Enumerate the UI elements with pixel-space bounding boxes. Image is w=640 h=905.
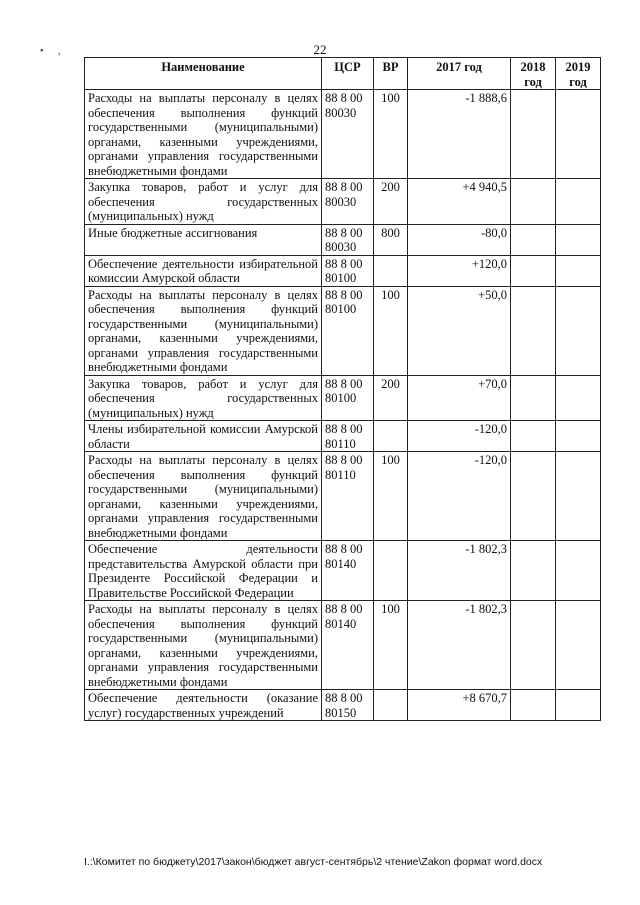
cell-csr: 88 8 00 80140 (322, 541, 374, 601)
table-row (85, 452, 601, 541)
page-number: 22 (313, 42, 327, 57)
cell-y2018 (511, 690, 556, 721)
cell-y2019 (556, 375, 601, 421)
cell-y2019 (556, 255, 601, 286)
cell-y2019 (556, 452, 601, 541)
cell-y2017: -80,0 (408, 224, 511, 255)
cell-y2017: -1 802,3 (408, 601, 511, 690)
cell-y2018 (511, 286, 556, 375)
cell-csr: 88 8 00 80030 (322, 179, 374, 225)
cell-y2019 (556, 224, 601, 255)
cell-y2018 (511, 452, 556, 541)
cell-y2017: +70,0 (408, 375, 511, 421)
table-row (85, 255, 601, 286)
file-path-footer: I.:\Комитет по бюджету\2017\закон\бюджет август-сентябрь\2 чтение\Zakon формат word.docx (84, 856, 543, 868)
table-header-row (85, 58, 601, 90)
cell-y2019 (556, 421, 601, 452)
cell-vr: 100 (374, 90, 408, 179)
cell-vr: 200 (374, 179, 408, 225)
table-body (85, 90, 601, 721)
cell-y2018 (511, 255, 556, 286)
cell-y2017: +8 670,7 (408, 690, 511, 721)
cell-vr: 800 (374, 224, 408, 255)
cell-name: Обеспечение деятельности избирательной комиссии Амурской области (85, 255, 322, 286)
cell-y2018 (511, 375, 556, 421)
table-row (85, 375, 601, 421)
cell-csr: 88 8 00 80030 (322, 224, 374, 255)
header-name: Наименование (85, 58, 322, 90)
budget-table (84, 57, 601, 721)
table-row (85, 690, 601, 721)
cell-csr: 88 8 00 80100 (322, 375, 374, 421)
table-row (85, 286, 601, 375)
cell-csr: 88 8 00 80140 (322, 601, 374, 690)
cell-y2018 (511, 90, 556, 179)
cell-csr: 88 8 00 80030 (322, 90, 374, 179)
cell-csr: 88 8 00 80150 (322, 690, 374, 721)
cell-y2019 (556, 541, 601, 601)
header-2017: 2017 год (408, 58, 511, 90)
table-row (85, 90, 601, 179)
cell-y2019 (556, 179, 601, 225)
cell-name: Иные бюджетные ассигнования (85, 224, 322, 255)
table-row (85, 541, 601, 601)
table-row (85, 421, 601, 452)
cell-y2017: -1 888,6 (408, 90, 511, 179)
cell-vr: 100 (374, 601, 408, 690)
cell-csr: 88 8 00 80100 (322, 255, 374, 286)
cell-csr: 88 8 00 80110 (322, 421, 374, 452)
header-2018: 2018 год (511, 58, 556, 90)
cell-vr: 200 (374, 375, 408, 421)
cell-name: Расходы на выплаты персоналу в целях обеспечения выполнения функций государственными (муниципальными) органами, казенными учреждениями, органами управления государственными внебюджетными фондами (85, 452, 322, 541)
cell-csr: 88 8 00 80100 (322, 286, 374, 375)
cell-name: Обеспечение деятельности (оказание услуг) государственных учреждений (85, 690, 322, 721)
cell-vr: 100 (374, 452, 408, 541)
cell-name: Члены избирательной комиссии Амурской области (85, 421, 322, 452)
cell-y2018 (511, 224, 556, 255)
cell-name: Расходы на выплаты персоналу в целях обеспечения выполнения функций государственными (муниципальными) органами, казенными учреждениями, органами управления государственными внебюджетными фондами (85, 286, 322, 375)
cell-y2017: -1 802,3 (408, 541, 511, 601)
cell-y2017: +50,0 (408, 286, 511, 375)
cell-y2018 (511, 179, 556, 225)
table-row (85, 601, 601, 690)
cell-name: Расходы на выплаты персоналу в целях обеспечения выполнения функций государственными (муниципальными) органами, казенными учреждениями, органами управления государственными внебюджетными фондами (85, 90, 322, 179)
cell-y2018 (511, 601, 556, 690)
cell-y2019 (556, 286, 601, 375)
cell-name: Закупка товаров, работ и услуг для обеспечения государственных (муниципальных) нужд (85, 375, 322, 421)
cell-name: Расходы на выплаты персоналу в целях обеспечения выполнения функций государственными (муниципальными) органами, казенными учреждениями, органами управления государственными внебюджетными фондами (85, 601, 322, 690)
header-csr: ЦСР (322, 58, 374, 90)
table-row (85, 179, 601, 225)
cell-y2018 (511, 541, 556, 601)
cell-y2019 (556, 601, 601, 690)
header-vr: ВР (374, 58, 408, 90)
cell-vr (374, 690, 408, 721)
cell-y2018 (511, 421, 556, 452)
cell-vr (374, 541, 408, 601)
cell-y2017: +120,0 (408, 255, 511, 286)
scan-marks: • , (40, 46, 67, 57)
table-row (85, 224, 601, 255)
cell-y2019 (556, 90, 601, 179)
cell-y2017: +4 940,5 (408, 179, 511, 225)
cell-y2017: -120,0 (408, 452, 511, 541)
cell-y2017: -120,0 (408, 421, 511, 452)
cell-vr: 100 (374, 286, 408, 375)
cell-name: Закупка товаров, работ и услуг для обеспечения государственных (муниципальных) нужд (85, 179, 322, 225)
cell-vr (374, 421, 408, 452)
cell-y2019 (556, 690, 601, 721)
cell-name: Обеспечение деятельности представительства Амурской области при Президенте Российской Федерации и Правительстве Российской Федерации (85, 541, 322, 601)
cell-vr (374, 255, 408, 286)
header-2019: 2019 год (556, 58, 601, 90)
cell-csr: 88 8 00 80110 (322, 452, 374, 541)
